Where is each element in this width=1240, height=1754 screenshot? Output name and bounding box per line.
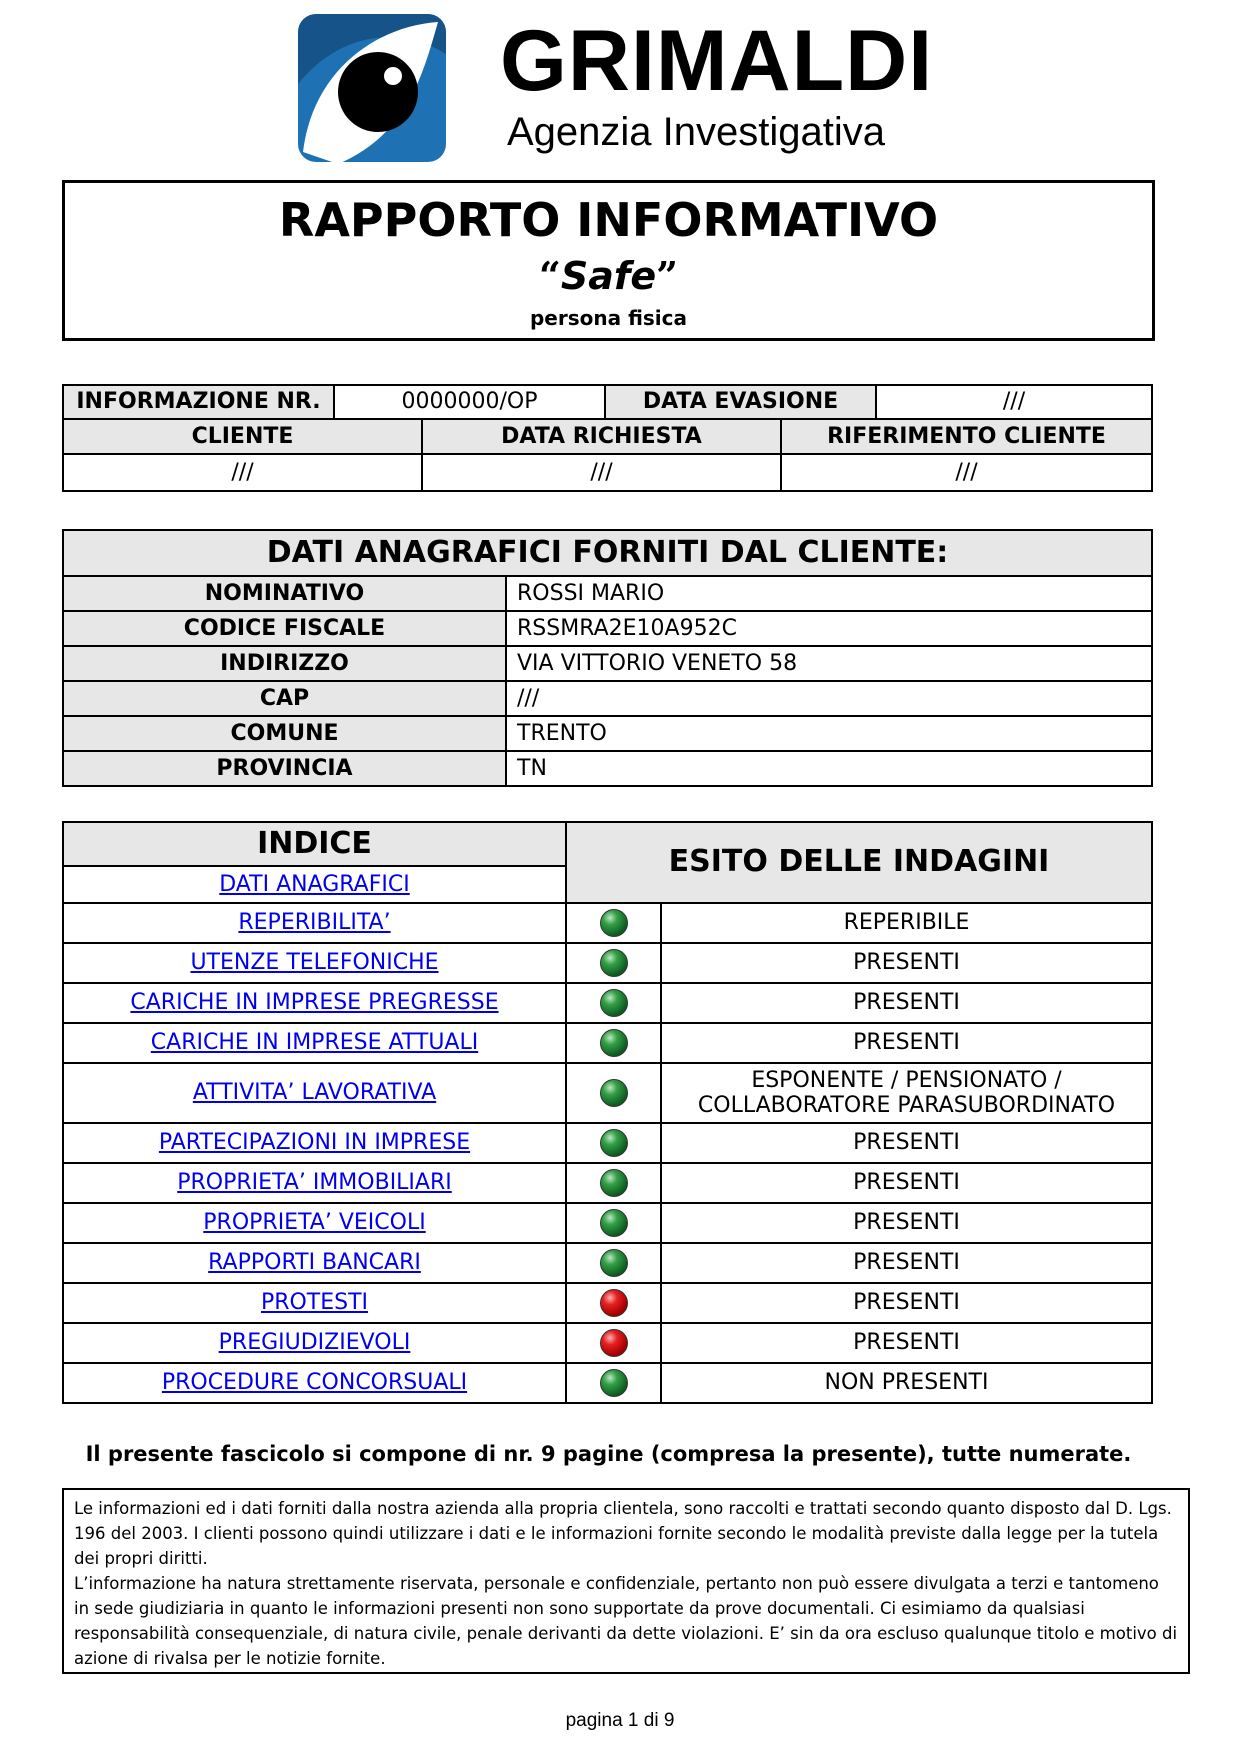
esito-value: PRESENTI [660, 1202, 1153, 1244]
esito-line: COLLABORATORE PARASUBORDINATO [697, 1093, 1116, 1118]
data-richiesta-value: /// [421, 453, 782, 492]
product-name [65, 255, 1152, 298]
index-link[interactable]: PROTESTI [260, 1290, 369, 1316]
data-evasione-value: /// [875, 384, 1153, 420]
cliente-label: CLIENTE [62, 418, 423, 455]
status-cell [565, 982, 662, 1024]
cliente-value: /// [62, 453, 423, 492]
open-quote: “ [538, 253, 561, 298]
status-cell [565, 1062, 662, 1124]
indice-heading: INDICE [62, 821, 567, 867]
index-cell [62, 1242, 567, 1284]
brand-tagline: Agenzia Investigativa [507, 110, 886, 154]
page-number: pagina 1 di 9 [565, 1710, 675, 1731]
index-cell [62, 1022, 567, 1064]
esito-value: PRESENTI [660, 1322, 1153, 1364]
green-status-light-icon [600, 1209, 628, 1237]
red-status-light-icon [600, 1329, 628, 1357]
info-nr-label: INFORMAZIONE NR. [62, 384, 335, 420]
disclaimer-paragraph-2: L’informazione ha natura strettamente riservata, personale e confidenziale, pertanto non può essere divulgata a terzi e tantomeno in sede giudiziaria in quanto le informazioni presenti non sono supportate da prove documentali. Ci esimiamo da qualsiasi responsabilità consequenziale, di natura civile, penale derivanti da dette violazioni. E’ sin da ora escluso qualunque titolo e motivo di azione di rivalsa per le notizie fornite. [74, 1574, 1178, 1668]
green-status-light-icon [600, 1079, 628, 1107]
status-cell [565, 1282, 662, 1324]
index-cell [62, 1322, 567, 1364]
index-link[interactable]: PROPRIETA’ IMMOBILIARI [177, 1170, 452, 1196]
esito-value: PRESENTI [660, 1162, 1153, 1204]
report-title: RAPPORTO INFORMATIVO [278, 193, 939, 247]
status-cell [565, 942, 662, 984]
anagrafica-label: COMUNE [62, 715, 507, 752]
green-status-light-icon [600, 1169, 628, 1197]
status-cell [565, 1242, 662, 1284]
anagrafica-label: CODICE FISCALE [62, 610, 507, 647]
red-status-light-icon [600, 1289, 628, 1317]
status-cell [565, 1362, 662, 1404]
data-richiesta-label: DATA RICHIESTA [421, 418, 782, 455]
info-nr-value: 0000000/OP [333, 384, 606, 420]
riferimento-cliente-value: /// [780, 453, 1153, 492]
index-link[interactable]: PARTECIPAZIONI IN IMPRESE [158, 1130, 471, 1156]
index-link-dati-anagrafici[interactable]: DATI ANAGRAFICI [219, 871, 410, 897]
anagrafica-label: NOMINATIVO [62, 575, 507, 612]
esito-value: PRESENTI [660, 1242, 1153, 1284]
esito-value [660, 1062, 1153, 1124]
esito-value: REPERIBILE [660, 902, 1153, 944]
esito-value: PRESENTI [660, 1022, 1153, 1064]
anagrafica-value: ROSSI MARIO [505, 575, 1153, 612]
index-link[interactable]: PROCEDURE CONCORSUALI [161, 1370, 468, 1396]
index-link[interactable]: REPERIBILITA’ [238, 910, 391, 936]
status-cell [565, 1122, 662, 1164]
title-box [62, 180, 1155, 341]
anagrafica-label: PROVINCIA [62, 750, 507, 787]
anagrafica-value: TRENTO [505, 715, 1153, 752]
anagrafica-label: CAP [62, 680, 507, 717]
esito-value: PRESENTI [660, 1282, 1153, 1324]
status-cell [565, 1322, 662, 1364]
esito-value: PRESENTI [660, 1122, 1153, 1164]
index-cell [62, 1362, 567, 1404]
pages-note: Il presente fascicolo si compone di nr. 9 pagine (compresa la presente), tutte numerate. [85, 1442, 1132, 1466]
anagrafica-value: TN [505, 750, 1153, 787]
riferimento-cliente-label: RIFERIMENTO CLIENTE [780, 418, 1153, 455]
anagrafica-label: INDIRIZZO [62, 645, 507, 682]
data-evasione-label: DATA EVASIONE [604, 384, 877, 420]
privacy-disclaimer [62, 1488, 1190, 1674]
esito-value: PRESENTI [660, 982, 1153, 1024]
index-link[interactable]: CARICHE IN IMPRESE PREGRESSE [130, 990, 499, 1016]
product-name-text: Safe [560, 254, 657, 298]
status-cell [565, 1162, 662, 1204]
index-cell [62, 902, 567, 944]
index-cell [62, 1282, 567, 1324]
index-link[interactable]: PROPRIETA’ VEICOLI [203, 1210, 426, 1236]
anagrafica-value: VIA VITTORIO VENETO 58 [505, 645, 1153, 682]
anagrafica-heading: DATI ANAGRAFICI FORNITI DAL CLIENTE: [62, 529, 1153, 577]
status-cell [565, 1022, 662, 1064]
index-cell [62, 1122, 567, 1164]
index-link[interactable]: ATTIVITA’ LAVORATIVA [192, 1080, 437, 1106]
status-cell [565, 902, 662, 944]
index-link[interactable]: RAPPORTI BANCARI [208, 1250, 421, 1276]
index-cell [62, 982, 567, 1024]
anagrafica-value: RSSMRA2E10A952C [505, 610, 1153, 647]
green-status-light-icon [600, 1129, 628, 1157]
esito-line: ESPONENTE / PENSIONATO / [751, 1067, 1062, 1093]
esito-value: PRESENTI [660, 942, 1153, 984]
green-status-light-icon [600, 909, 628, 937]
esito-value: NON PRESENTI [660, 1362, 1153, 1404]
green-status-light-icon [600, 949, 628, 977]
report-subtitle: persona fisica [529, 306, 688, 330]
green-status-light-icon [600, 1369, 628, 1397]
index-cell [62, 1062, 567, 1124]
index-cell [62, 942, 567, 984]
green-status-light-icon [600, 1249, 628, 1277]
green-status-light-icon [600, 989, 628, 1017]
status-cell [565, 1202, 662, 1244]
index-link[interactable]: UTENZE TELEFONICHE [190, 950, 439, 976]
brand-name: GRIMALDI [500, 13, 934, 109]
esito-heading: ESITO DELLE INDAGINI [565, 821, 1153, 904]
disclaimer-paragraph-1: Le informazioni ed i dati forniti dalla nostra azienda alla propria clientela, sono raccolti e trattati secondo quanto disposto dal D. Lgs. 196 del 2003. I clienti possono quindi utilizzare i dati e le informazioni fornite secondo le modalità previste dalla legge per la tutela dei propri diritti. [74, 1499, 1172, 1568]
close-quote: ” [656, 253, 679, 298]
anagrafica-value: /// [505, 680, 1153, 717]
index-cell [62, 865, 567, 904]
index-cell [62, 1162, 567, 1204]
index-cell [62, 1202, 567, 1244]
green-status-light-icon [600, 1029, 628, 1057]
eye-logo-icon [298, 14, 446, 162]
index-link[interactable]: PREGIUDIZIEVOLI [218, 1330, 411, 1356]
index-link[interactable]: CARICHE IN IMPRESE ATTUALI [150, 1030, 479, 1056]
